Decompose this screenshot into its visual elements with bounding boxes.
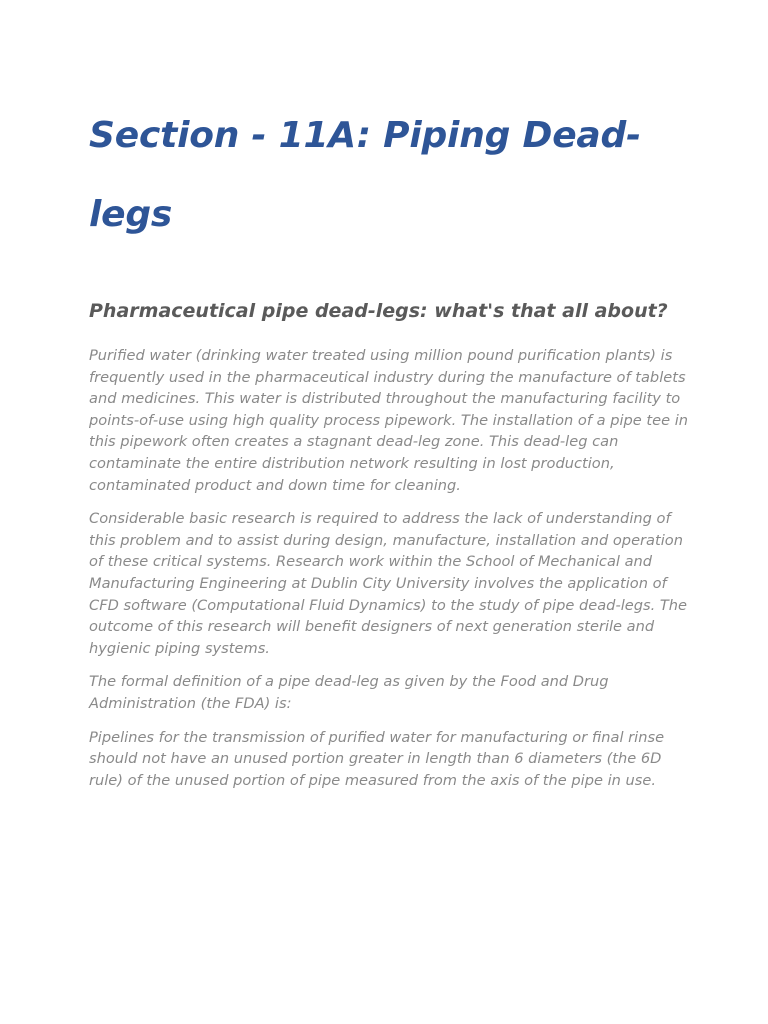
- paragraph-research: Considerable basic research is required to address the lack of understanding of this problem and to assist during design, manufacture, installation and operation of these critical systems. Research work within the School of Mechanical and Manufacturing Engineering at Dublin City University involves the application of CFD software (Computational Fluid Dynamics) to the study of pipe dead-legs. The outcome of this research will benefit designers of next generation sterile and hygienic piping systems.: [89, 510, 688, 657]
- section-title: Section - 11A: Piping Dead-legs: [89, 115, 641, 235]
- document-content: [89, 96, 689, 791]
- section-subtitle: Pharmaceutical pipe dead-legs: what's that all about?: [89, 300, 668, 322]
- paragraph-definition-lead: The formal definition of a pipe dead-leg as given by the Food and Drug Administration (the FDA) is:: [89, 673, 609, 712]
- paragraph-intro: Purified water (drinking water treated using million pound purification plants) is frequently used in the pharmaceutical industry during the manufacture of tablets and medicines. This water is distributed throughout the manufacturing facility to points-of-use using high quality process pipework. The installation of a pipe tee in this pipework often creates a stagnant dead-leg zone. This dead-leg can contaminate the entire distribution network resulting in lost production, contaminated product and down time for cleaning.: [89, 347, 689, 494]
- paragraph-fda-definition: Pipelines for the transmission of purified water for manufacturing or final rinse should not have an unused portion greater in length than 6 diameters (the 6D rule) of the unused portion of pipe measured from the axis of the pipe in use.: [89, 728, 665, 789]
